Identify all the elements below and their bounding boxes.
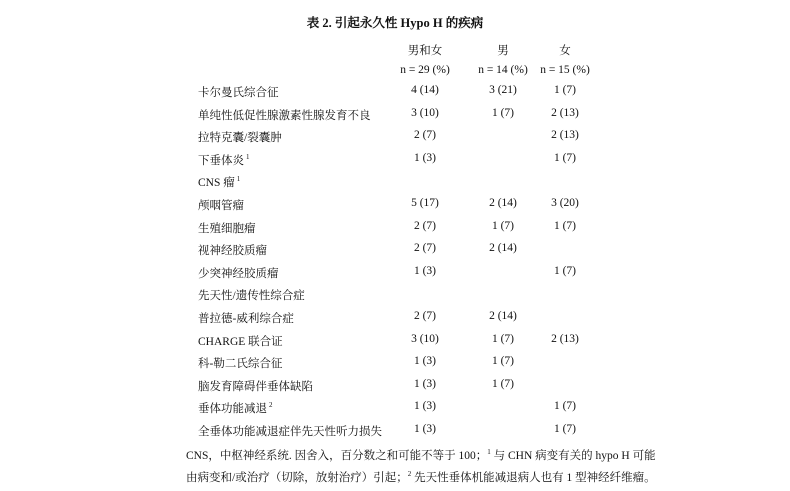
row-label <box>198 287 305 303</box>
cell-female: 2 (13) <box>551 106 579 119</box>
cell-total: 2 (7) <box>413 129 437 142</box>
row-label <box>198 333 283 349</box>
table-row <box>0 152 790 174</box>
cell-female: 3 (20) <box>551 197 579 209</box>
table-row <box>0 220 790 242</box>
cell-total: 1 (3) <box>413 264 437 277</box>
cell-female: 2 (13) <box>551 332 579 345</box>
cell-female: 1 (7) <box>553 84 577 96</box>
row-label-text: 普拉德-威利综合症 <box>198 313 294 325</box>
row-label-text: 科-勒二氏综合征 <box>198 358 283 371</box>
cell-total: 2 (7) <box>413 219 437 232</box>
cell-total: 1 (3) <box>413 355 437 368</box>
row-label <box>198 107 371 123</box>
cell-male: 1 (7) <box>491 355 515 368</box>
cell-female: 1 (7) <box>553 423 577 435</box>
cell-total: 1 (3) <box>413 423 437 435</box>
cell-female: 1 (7) <box>553 400 577 413</box>
column-header-count-male: n = 14 (%) <box>478 64 528 76</box>
cell-total: 3 (10) <box>411 106 439 119</box>
row-label-text: 颅咽管瘤 <box>198 200 244 212</box>
cell-total: 2 (7) <box>413 310 437 322</box>
column-header-group-male: 男 <box>497 45 509 57</box>
row-label <box>198 423 382 439</box>
footnote-marker: 1 <box>246 152 250 161</box>
table-row <box>0 84 790 106</box>
cell-male: 1 (7) <box>491 332 515 345</box>
cell-female: 1 (7) <box>553 219 577 232</box>
column-header-count-total: n = 29 (%) <box>400 64 450 76</box>
cell-male: 2 (14) <box>489 310 517 322</box>
table-row <box>0 378 790 400</box>
table-row <box>0 310 790 332</box>
cell-female: 1 (7) <box>553 151 577 164</box>
cell-female: 2 (13) <box>551 129 579 142</box>
row-label <box>198 129 282 145</box>
row-label <box>198 265 279 281</box>
row-label-text: 垂体功能减退 <box>198 403 267 416</box>
row-label-text: 单纯性低促性腺激素性腺发育不良 <box>198 109 371 122</box>
row-label <box>198 197 244 213</box>
cell-male: 2 (14) <box>489 197 517 209</box>
footnote-text: 与 CHN 病变有关的 hypo H 可能 <box>490 450 656 462</box>
cell-male: 1 (7) <box>491 377 515 390</box>
row-label <box>198 400 273 416</box>
row-label-text: 拉特克囊/裂囊肿 <box>198 132 282 145</box>
footnote-line-1 <box>186 447 726 463</box>
footnote-marker: 1 <box>236 175 241 184</box>
cell-male: 2 (14) <box>489 242 517 255</box>
row-label <box>198 84 279 100</box>
footnote-line-2 <box>186 469 726 485</box>
cell-total: 1 (3) <box>413 400 437 413</box>
footnote-text: 由病变和/或治疗（切除，放射治疗）引起； <box>186 472 408 484</box>
table-row <box>0 197 790 219</box>
row-label <box>198 355 282 371</box>
footnote-marker: 2 <box>269 401 273 410</box>
table-title: 表 2. 引起永久性 Hypo H 的疾病 <box>306 16 484 30</box>
row-label <box>198 152 250 168</box>
row-label-text: 全垂体功能减退症伴先天性听力损失 <box>198 426 382 438</box>
row-label <box>198 310 294 326</box>
row-label-text: CHARGE 联合证 <box>198 335 283 348</box>
row-label-text: CNS 瘤 <box>198 177 235 190</box>
row-label <box>198 174 240 190</box>
table-row <box>0 287 790 309</box>
cell-male: 3 (21) <box>489 84 517 96</box>
cell-male: 1 (7) <box>491 106 515 119</box>
cell-total: 4 (14) <box>411 84 439 96</box>
footnote-marker: 1 <box>487 448 491 456</box>
table-row <box>0 242 790 264</box>
column-header-group-female: 女 <box>559 45 571 57</box>
row-label <box>198 378 313 394</box>
row-label-text: 脑发育障碍伴垂体缺陷 <box>198 380 313 393</box>
cell-total: 1 (3) <box>413 377 437 390</box>
row-label-text: 先天性/遗传性综合症 <box>198 290 305 303</box>
table-row <box>0 107 790 129</box>
row-label-text: 下垂体炎 <box>198 154 244 167</box>
row-label-text: 生殖细胞瘤 <box>198 222 256 235</box>
table-row <box>0 265 790 287</box>
row-label-text: 视神经胶质瘤 <box>198 245 267 258</box>
footnote-text: 先天性垂体机能减退病人也有 1 型神经纤维瘤。 <box>411 472 656 484</box>
row-label-text: 少突神经胶质瘤 <box>198 267 279 280</box>
row-label <box>198 242 267 258</box>
table-row <box>0 333 790 355</box>
cell-total: 1 (3) <box>413 151 437 164</box>
footnote-text: CNS，中枢神经系统. 因舍入，百分数之和可能不等于 100； <box>186 450 488 462</box>
column-header-group-total: 男和女 <box>407 45 443 57</box>
row-label <box>198 220 256 236</box>
cell-total: 2 (7) <box>413 242 437 255</box>
footnote-marker: 2 <box>407 470 412 478</box>
table-row <box>0 129 790 151</box>
cell-male: 1 (7) <box>491 219 515 232</box>
row-label-text: 卡尔曼氏综合征 <box>198 87 279 99</box>
table-row <box>0 174 790 196</box>
cell-female: 1 (7) <box>553 264 577 277</box>
table-row <box>0 400 790 422</box>
column-header-count-female: n = 15 (%) <box>540 64 590 76</box>
table-row <box>0 355 790 377</box>
cell-total: 3 (10) <box>411 332 439 345</box>
cell-total: 5 (17) <box>411 197 439 209</box>
table-row <box>0 423 790 445</box>
